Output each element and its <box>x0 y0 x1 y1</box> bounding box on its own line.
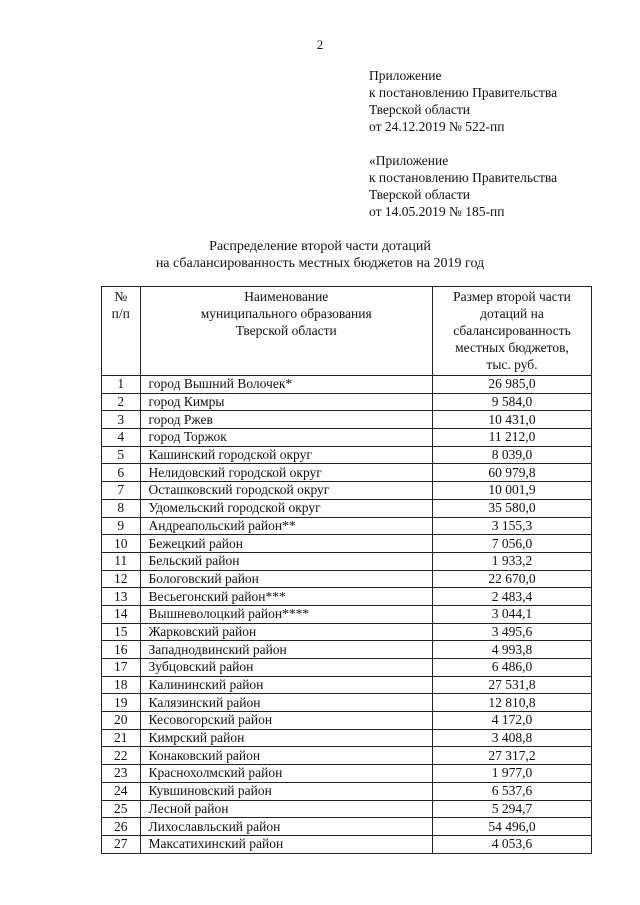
appendix-line: от 24.12.2019 № 522-пп <box>369 119 505 134</box>
appendix-line: к постановлению Правительства <box>369 170 558 185</box>
municipality-name: Максатихинский район <box>140 835 432 853</box>
municipality-name: Весьегонский район*** <box>140 588 432 606</box>
municipality-name: Бологовский район <box>140 570 432 588</box>
municipality-name: Краснохолмский район <box>140 765 432 783</box>
municipality-name: Осташковский городской округ <box>140 482 432 500</box>
table-row <box>102 641 592 659</box>
row-number: 26 <box>102 818 141 836</box>
appendix-header-original <box>369 152 557 220</box>
municipality-name: Зубцовский район <box>140 659 432 677</box>
table-row <box>102 570 592 588</box>
subsidy-amount: 27 317,2 <box>432 747 591 765</box>
appendix-line: от 14.05.2019 № 185-пп <box>369 204 505 219</box>
table-row <box>102 393 592 411</box>
row-number: 6 <box>102 464 141 482</box>
table-row <box>102 694 592 712</box>
table-row <box>102 747 592 765</box>
row-number: 27 <box>102 835 141 853</box>
municipality-name: Калининский район <box>140 676 432 694</box>
header-line: муниципального образования <box>200 306 372 321</box>
table-row <box>102 623 592 641</box>
row-number: 8 <box>102 499 141 517</box>
header-municipality <box>140 287 432 376</box>
municipality-name: Жарковский район <box>140 623 432 641</box>
row-number: 9 <box>102 517 141 535</box>
appendix-line: Тверской области <box>369 102 470 117</box>
subsidy-amount: 10 431,0 <box>432 411 591 429</box>
header-line: тыс. руб. <box>486 357 538 372</box>
table-row <box>102 429 592 447</box>
row-number: 23 <box>102 765 141 783</box>
row-number: 10 <box>102 535 141 553</box>
table-body <box>102 376 592 854</box>
subsidy-amount: 8 039,0 <box>432 446 591 464</box>
table-row <box>102 411 592 429</box>
row-number: 22 <box>102 747 141 765</box>
municipality-name: Андреапольский район** <box>140 517 432 535</box>
row-number: 4 <box>102 429 141 447</box>
table-row <box>102 782 592 800</box>
municipality-name: Лихославльский район <box>140 818 432 836</box>
appendix-header-current <box>369 67 557 135</box>
municipality-name: город Кимры <box>140 393 432 411</box>
row-number: 19 <box>102 694 141 712</box>
appendix-line: к постановлению Правительства <box>369 85 558 100</box>
document-title <box>0 238 640 272</box>
municipality-name: Западнодвинский район <box>140 641 432 659</box>
municipality-name: Кашинский городской округ <box>140 446 432 464</box>
header-line: Тверской области <box>235 323 337 338</box>
table-header-row <box>102 287 592 376</box>
subsidy-amount: 3 495,6 <box>432 623 591 641</box>
subsidy-amount: 35 580,0 <box>432 499 591 517</box>
subsidy-amount: 3 408,8 <box>432 729 591 747</box>
row-number: 3 <box>102 411 141 429</box>
row-number: 12 <box>102 570 141 588</box>
table-row <box>102 818 592 836</box>
page-number: 2 <box>316 37 324 52</box>
table-row <box>102 376 592 394</box>
municipality-name: Кимрский район <box>140 729 432 747</box>
row-number: 17 <box>102 659 141 677</box>
appendix-line: Тверской области <box>369 187 470 202</box>
municipality-name: Бельский район <box>140 552 432 570</box>
municipality-name: Лесной район <box>140 800 432 818</box>
header-line: сбалансированность <box>453 323 571 338</box>
table-row <box>102 482 592 500</box>
table-row <box>102 552 592 570</box>
row-number: 1 <box>102 376 141 394</box>
table-row <box>102 605 592 623</box>
municipality-name: Кувшиновский район <box>140 782 432 800</box>
appendix-line: Приложение <box>369 68 442 83</box>
subsidy-amount: 4 172,0 <box>432 712 591 730</box>
subsidy-amount: 22 670,0 <box>432 570 591 588</box>
table-row <box>102 712 592 730</box>
municipality-name: Удомельский городской округ <box>140 499 432 517</box>
municipality-name: Калязинский район <box>140 694 432 712</box>
appendix-line: «Приложение <box>369 153 449 168</box>
table-row <box>102 446 592 464</box>
row-number: 11 <box>102 552 141 570</box>
subsidy-amount: 60 979,8 <box>432 464 591 482</box>
row-number: 16 <box>102 641 141 659</box>
table-row <box>102 499 592 517</box>
subsidy-amount: 26 985,0 <box>432 376 591 394</box>
row-number: 15 <box>102 623 141 641</box>
subsidy-amount: 7 056,0 <box>432 535 591 553</box>
subsidy-amount: 4 053,6 <box>432 835 591 853</box>
subsidy-amount: 4 993,8 <box>432 641 591 659</box>
table-row <box>102 517 592 535</box>
table-row <box>102 535 592 553</box>
subsidy-amount: 6 537,6 <box>432 782 591 800</box>
header-line: местных бюджетов, <box>455 340 569 355</box>
municipality-name: город Вышний Волочек* <box>140 376 432 394</box>
municipality-name: Конаковский район <box>140 747 432 765</box>
municipality-name: Бежецкий район <box>140 535 432 553</box>
row-number: 18 <box>102 676 141 694</box>
row-number: 14 <box>102 605 141 623</box>
title-line: Распределение второй части дотаций <box>209 239 431 254</box>
header-number <box>102 287 141 376</box>
header-line: п/п <box>111 306 130 321</box>
header-line: № <box>114 289 128 304</box>
municipality-name: Вышневолоцкий район**** <box>140 605 432 623</box>
subsidy-amount: 1 977,0 <box>432 765 591 783</box>
table-row <box>102 464 592 482</box>
table-row <box>102 659 592 677</box>
row-number: 25 <box>102 800 141 818</box>
subsidy-table <box>101 286 592 854</box>
table-row <box>102 835 592 853</box>
subsidy-amount: 12 810,8 <box>432 694 591 712</box>
subsidy-amount: 3 044,1 <box>432 605 591 623</box>
header-line: дотаций на <box>480 306 544 321</box>
row-number: 7 <box>102 482 141 500</box>
subsidy-amount: 3 155,3 <box>432 517 591 535</box>
row-number: 2 <box>102 393 141 411</box>
row-number: 13 <box>102 588 141 606</box>
table-row <box>102 676 592 694</box>
row-number: 5 <box>102 446 141 464</box>
row-number: 24 <box>102 782 141 800</box>
table-row <box>102 765 592 783</box>
header-amount <box>432 287 591 376</box>
table-row <box>102 588 592 606</box>
municipality-name: Нелидовский городской округ <box>140 464 432 482</box>
header-line: Размер второй части <box>453 289 571 304</box>
row-number: 21 <box>102 729 141 747</box>
subsidy-amount: 9 584,0 <box>432 393 591 411</box>
header-line: Наименование <box>244 289 329 304</box>
subsidy-amount: 54 496,0 <box>432 818 591 836</box>
subsidy-amount: 10 001,9 <box>432 482 591 500</box>
title-line: на сбалансированность местных бюджетов на 2019 год <box>155 256 485 271</box>
subsidy-amount: 27 531,8 <box>432 676 591 694</box>
municipality-name: Кесовогорский район <box>140 712 432 730</box>
subsidy-amount: 11 212,0 <box>432 429 591 447</box>
table-row <box>102 729 592 747</box>
subsidy-amount: 5 294,7 <box>432 800 591 818</box>
subsidy-amount: 1 933,2 <box>432 552 591 570</box>
subsidy-amount: 2 483,4 <box>432 588 591 606</box>
row-number: 20 <box>102 712 141 730</box>
subsidy-amount: 6 486,0 <box>432 659 591 677</box>
municipality-name: город Торжок <box>140 429 432 447</box>
municipality-name: город Ржев <box>140 411 432 429</box>
table-row <box>102 800 592 818</box>
